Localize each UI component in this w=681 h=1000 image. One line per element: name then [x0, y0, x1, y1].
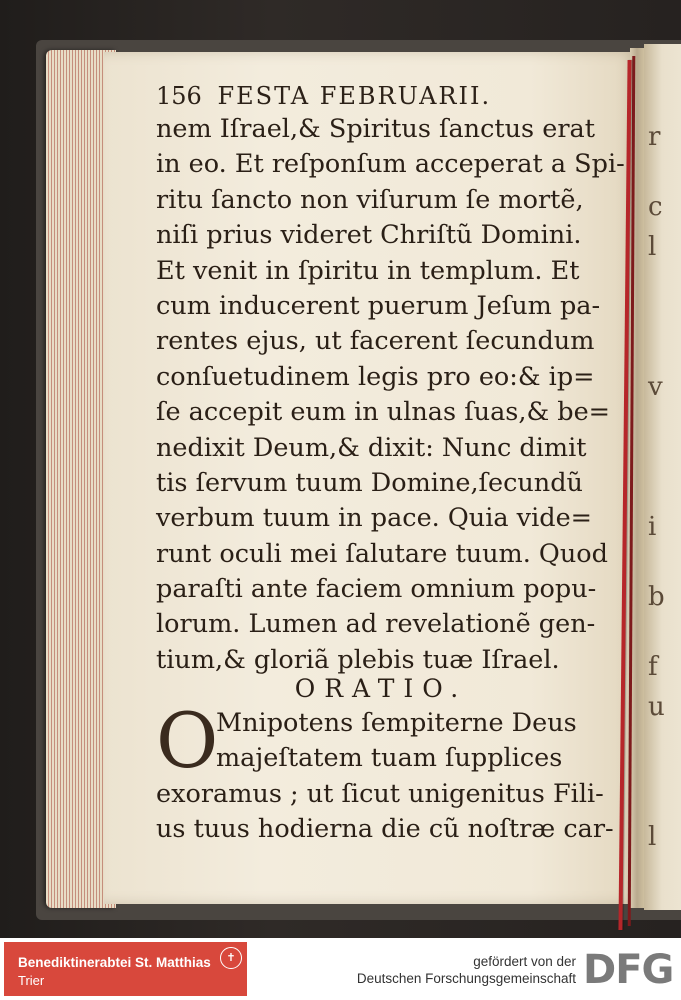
- drop-cap-initial: O: [156, 696, 219, 785]
- body-line: in eo. Et reſponſum acceperat a Spi-: [156, 149, 625, 180]
- funding-note: [250, 953, 576, 987]
- body-line: nedixit Deum,& dixit: Nunc dimit: [156, 432, 587, 463]
- prayer-line: majeſtatem tuam ſupplices: [216, 743, 563, 774]
- body-line: ritu ſancto non viſurum ſe mortẽ,: [156, 184, 584, 215]
- facing-page-fragment: c: [648, 192, 663, 222]
- facing-page-fragment: r: [648, 122, 661, 152]
- body-line: ſe accepit eum in ulnas ſuas,& be=: [156, 397, 611, 428]
- body-line: lorum. Lumen ad revelationẽ gen-: [156, 609, 596, 640]
- institution-city: Trier: [18, 973, 45, 988]
- page-number: 156: [156, 82, 202, 110]
- body-line: rentes ejus, ut facerent ſecundum: [156, 326, 595, 357]
- body-line: verbum tuum in pace. Quia vide=: [156, 503, 593, 534]
- facing-page-fragment: l: [648, 822, 657, 852]
- body-line: niſi prius videret Chriſtũ Domini.: [156, 220, 582, 251]
- abbey-emblem-icon: ✝: [220, 947, 242, 969]
- facing-page-fragment: i: [648, 512, 657, 542]
- funding-line-1: gefördert von der: [473, 954, 576, 969]
- prayer-text: [156, 706, 626, 848]
- funding-line-2: Deutschen Forschungsgemeinschaft: [356, 971, 576, 986]
- body-line: tis ſervum tuum Domine,ſecundũ: [156, 467, 583, 498]
- prayer-line: us tuus hodierna die cũ noſtræ car-: [156, 814, 614, 845]
- facing-page-fragment: l: [648, 232, 657, 262]
- facing-page-fragment: b: [648, 582, 665, 612]
- section-heading: ORATIO.: [294, 674, 468, 703]
- facing-page: [644, 44, 681, 910]
- body-line: runt oculi mei ſalutare tuum. Quod: [156, 538, 608, 569]
- institution-name: Benediktinerabtei St. Matthias: [18, 955, 211, 970]
- body-line: paraſti ante faciem omnium popu-: [156, 574, 597, 605]
- running-head: [156, 82, 616, 110]
- body-line: Et venit in ſpiritu in templum. Et: [156, 255, 580, 286]
- facing-page-fragment: u: [648, 692, 665, 722]
- institution-badge[interactable]: [4, 942, 247, 996]
- dfg-logo[interactable]: DFG: [583, 947, 674, 993]
- prayer-line: Mnipotens ſempiterne Deus: [216, 708, 577, 738]
- facing-page-fragment: f: [648, 652, 658, 682]
- body-line: conſuetudinem legis pro eo:& ip=: [156, 361, 595, 392]
- body-line: nem Iſrael,& Spiritus ſanctus erat: [156, 114, 595, 144]
- body-text: [156, 112, 626, 678]
- body-line: cum inducerent puerum Jeſum pa-: [156, 290, 601, 321]
- body-line: tium,& gloriã plebis tuæ Iſrael.: [156, 644, 560, 675]
- prayer-line: exoramus ; ut ſicut unigenitus Fili-: [156, 778, 604, 809]
- running-title: FESTA FEBRUARII.: [217, 82, 492, 110]
- facing-page-fragment: v: [648, 372, 663, 402]
